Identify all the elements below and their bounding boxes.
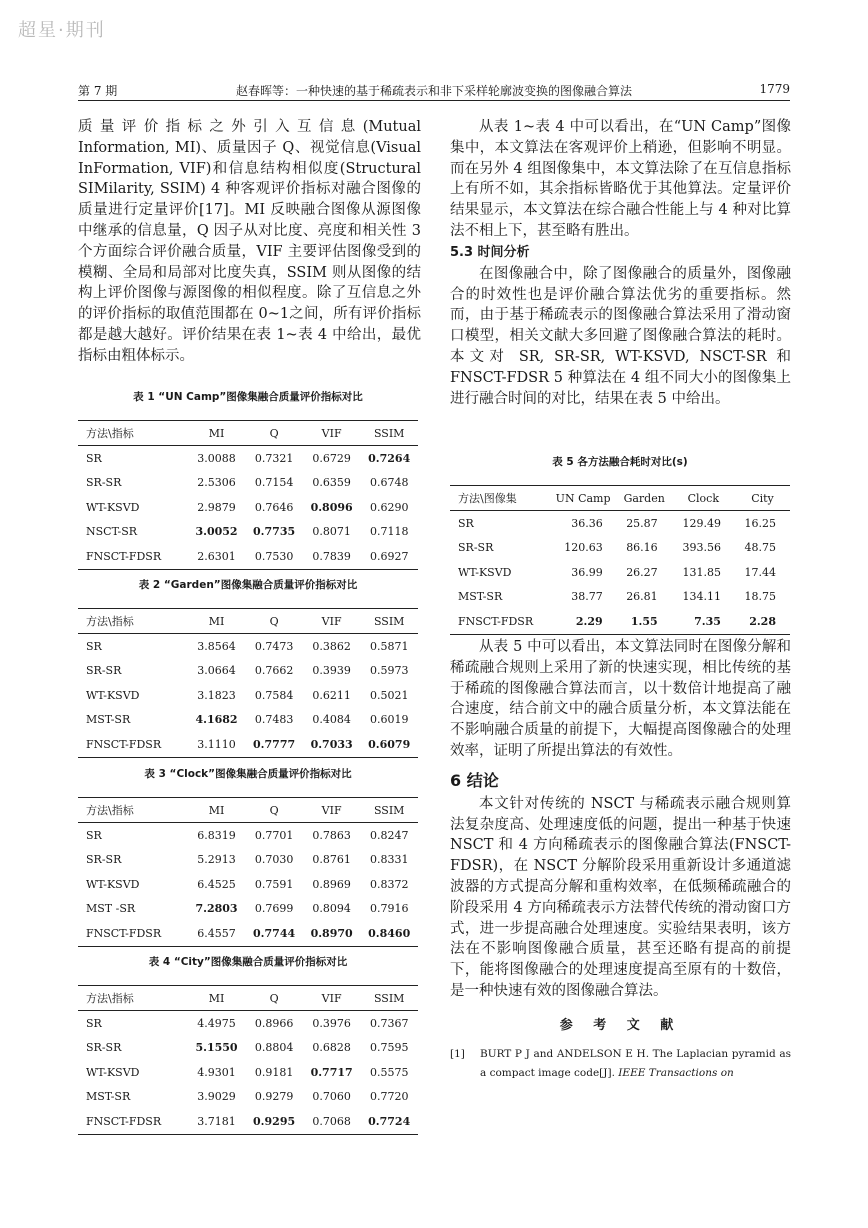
table-2 bbox=[78, 608, 418, 758]
table-cell: 0.7646 bbox=[254, 500, 294, 514]
table-cell: 2.6301 bbox=[188, 544, 246, 569]
table-cell: 0.6079 bbox=[360, 732, 418, 757]
table-cell: 0.7118 bbox=[369, 525, 409, 539]
table-cell: 0.9181 bbox=[254, 1065, 294, 1079]
table-cell: 0.6359 bbox=[312, 476, 351, 490]
table-header-cell: Clock bbox=[672, 486, 735, 511]
section-6-heading: 6 结论 bbox=[450, 770, 499, 790]
table-cell: 0.7701 bbox=[254, 828, 294, 842]
table-cell: 38.77 bbox=[571, 590, 603, 604]
table-row bbox=[78, 872, 418, 897]
table-header-cell: VIF bbox=[303, 609, 361, 634]
table-cell: WT-KSVD bbox=[86, 1065, 140, 1079]
table-cell: MST-SR bbox=[86, 713, 131, 727]
page-number: 1779 bbox=[759, 82, 790, 96]
table-cell: WT-KSVD bbox=[86, 877, 140, 891]
table-2-block bbox=[78, 577, 418, 758]
table-cell: FNSCT-FDSR bbox=[78, 544, 188, 569]
table-cell: 0.6729 bbox=[312, 451, 351, 465]
table-cell: 0.7483 bbox=[254, 713, 294, 727]
table-cell: 0.6748 bbox=[369, 476, 409, 490]
table-4 bbox=[78, 985, 418, 1135]
table-header-cell: MI bbox=[188, 986, 246, 1011]
table-cell: 0.4084 bbox=[312, 713, 351, 727]
table-cell: 0.5871 bbox=[369, 639, 409, 653]
reference-1-body bbox=[480, 1045, 791, 1083]
right-paragraph-3: 从表 5 中可以看出，本文算法同时在图像分解和稀疏融合规则上采用了新的快速实现，相比传统的基于稀疏的图像融合算法而言，以十数倍计地提高了融合速度，结合前文中的融合质量分析，本文算法能在不影响融合质量的前提下，大幅提高图像融合的处理效率，证明了所提出算法的有效性。 bbox=[450, 639, 791, 759]
table-cell: 0.7863 bbox=[312, 828, 351, 842]
table-cell: 17.44 bbox=[744, 565, 776, 579]
table-cell: 3.1823 bbox=[197, 688, 236, 702]
table-cell: NSCT-SR bbox=[86, 525, 138, 539]
right-paragraph-1: 从表 1~表 4 中可以看出，在“UN Camp”图像集中，本文算法在客观评价上稍逊，但影响不明显。而在另外 4 组图像集中，本文算法除了在互信息指标上有所不如，其余指标皆略优于其他算法。定量评价结果显示，本文算法在综合融合性能上与 4 种对比算法不相上下，甚至略有胜出。 bbox=[450, 119, 791, 239]
table-cell: MST-SR bbox=[458, 590, 503, 604]
running-title: 赵春晖等：一种快速的基于稀疏表示和非下采样轮廓波变换的图像融合算法 bbox=[235, 84, 632, 98]
issue-number: 第 7 期 bbox=[78, 84, 118, 98]
table-5-caption: 表 5 各方法融合耗时对比(s) bbox=[552, 456, 688, 468]
table-cell: 7.35 bbox=[672, 609, 735, 634]
table-cell: 6.4557 bbox=[188, 921, 246, 946]
table-header-cell: Q bbox=[245, 986, 303, 1011]
table-cell: 0.7916 bbox=[369, 902, 409, 916]
table-cell: 3.9029 bbox=[197, 1090, 236, 1104]
table-cell: FNSCT-FDSR bbox=[78, 732, 188, 757]
table-header-cell: SSIM bbox=[360, 609, 418, 634]
table-row bbox=[450, 585, 790, 610]
right-column-bottom bbox=[450, 637, 791, 1083]
table-5-block bbox=[450, 454, 790, 635]
watermark-logo: 超星·期刊 bbox=[18, 20, 106, 41]
table-cell: 0.5973 bbox=[369, 664, 409, 678]
table-row bbox=[78, 683, 418, 708]
table-cell: 4.4975 bbox=[197, 1016, 236, 1030]
table-cell: 0.6828 bbox=[312, 1041, 351, 1055]
table-cell: 7.2803 bbox=[195, 902, 238, 916]
table-cell: 0.7735 bbox=[253, 525, 296, 539]
table-cell: 0.8761 bbox=[312, 853, 351, 867]
table-row bbox=[78, 897, 418, 922]
table-cell: 0.7530 bbox=[245, 544, 303, 569]
table-cell: 25.87 bbox=[626, 516, 658, 530]
table-cell: 3.1110 bbox=[188, 732, 246, 757]
table-cell: 0.8969 bbox=[312, 877, 351, 891]
table-cell: 2.28 bbox=[735, 609, 790, 634]
table-cell: WT-KSVD bbox=[86, 500, 140, 514]
table-header-cell: Q bbox=[245, 609, 303, 634]
table-row bbox=[78, 446, 418, 471]
table-header-cell: SSIM bbox=[360, 798, 418, 823]
table-cell: 36.99 bbox=[571, 565, 603, 579]
table-cell: FNSCT-FDSR bbox=[78, 921, 188, 946]
table-cell: 2.9879 bbox=[197, 500, 236, 514]
table-cell: SR bbox=[458, 516, 474, 530]
table-row bbox=[450, 609, 790, 634]
table-row bbox=[78, 520, 418, 545]
table-cell: 86.16 bbox=[626, 541, 658, 555]
table-cell: 0.3939 bbox=[312, 664, 351, 678]
table-row bbox=[450, 560, 790, 585]
running-header bbox=[78, 80, 790, 101]
table-cell: 2.29 bbox=[549, 609, 616, 634]
table-cell: 0.7662 bbox=[254, 664, 294, 678]
table-cell: SR bbox=[86, 639, 102, 653]
table-header-cell: SSIM bbox=[360, 986, 418, 1011]
table-row bbox=[450, 511, 790, 536]
table-header-cell: Q bbox=[245, 798, 303, 823]
table-cell: SR-SR bbox=[86, 664, 122, 678]
table-header-cell: Garden bbox=[617, 486, 672, 511]
table-3-caption: 表 3 “Clock”图像集融合质量评价指标对比 bbox=[144, 768, 352, 780]
table-cell: 393.56 bbox=[682, 541, 721, 555]
table-3 bbox=[78, 797, 418, 947]
table-1-block bbox=[78, 389, 418, 570]
table-cell: SR-SR bbox=[86, 853, 122, 867]
table-cell: 0.7744 bbox=[245, 921, 303, 946]
table-cell: 0.8804 bbox=[254, 1041, 294, 1055]
table-header-cell: Q bbox=[245, 421, 303, 446]
table-4-caption: 表 4 “City”图像集融合质量评价指标对比 bbox=[148, 956, 348, 968]
table-cell: MST-SR bbox=[86, 1090, 131, 1104]
table-header-cell: MI bbox=[188, 609, 246, 634]
table-cell: 0.8094 bbox=[312, 902, 351, 916]
left-column bbox=[78, 117, 421, 367]
table-cell: 0.6290 bbox=[369, 500, 409, 514]
table-header-cell: VIF bbox=[303, 421, 361, 446]
table-2-caption: 表 2 “Garden”图像集融合质量评价指标对比 bbox=[138, 579, 358, 591]
table-header-cell: 方法\指标 bbox=[78, 798, 188, 823]
table-cell: SR-SR bbox=[86, 1041, 122, 1055]
table-row bbox=[78, 471, 418, 496]
table-cell: 0.6211 bbox=[312, 688, 351, 702]
table-cell: 0.7724 bbox=[360, 1109, 418, 1134]
table-cell: 0.7473 bbox=[254, 639, 294, 653]
reference-1 bbox=[450, 1045, 791, 1083]
table-row bbox=[78, 544, 418, 569]
table-cell: 0.7060 bbox=[312, 1090, 351, 1104]
table-cell: 48.75 bbox=[744, 541, 776, 555]
table-cell: 0.7154 bbox=[254, 476, 294, 490]
table-3-block bbox=[78, 766, 418, 947]
table-cell: 129.49 bbox=[682, 516, 721, 530]
left-paragraph: 质量评价指标之外引入互信息(Mutual Information, MI)、质量因子 Q、视觉信息(Visual InFormation, VIF)和信息结构相似度(Structural SIMilarity, SSIM) 4 种客观评价指标对融合图像的质量进行定量评价[17]。MI 反映融合图像从源图像中继承的信息量，Q 因子从对比度、亮度和相关性 3 个方面综合评价融合质量，VIF 主要评估图像受到的模糊、全局和局部对比度失真，SSIM 则从图像的结构上评价图像与源图像的相似程度。除了互信息之外的评价指标的取值范围都在 0~1之间，所有评价指标都是越大越好。评价结果在表 1~表 4 中给出，最优指标由粗体标示。 bbox=[78, 119, 421, 364]
table-cell: 4.1682 bbox=[195, 713, 238, 727]
table-cell: SR bbox=[86, 451, 102, 465]
table-header-cell: VIF bbox=[303, 986, 361, 1011]
table-cell: 0.7595 bbox=[369, 1041, 409, 1055]
right-paragraph-2: 在图像融合中，除了图像融合的质量外，图像融合的时效性也是评价融合算法优劣的重要指标。然而，由于基于稀疏表示的图像融合算法采用了滑动窗口模型，相关文献大多回避了图像融合算法的耗时。本文对 SR, SR-SR, WT-KSVD, NSCT-SR 和 FNSCT-FDSR 5 种算法在 4 组不同大小的图像集上进行融合时间的对比，结果在表 5 中给出。 bbox=[450, 265, 791, 407]
table-cell: 0.9295 bbox=[245, 1109, 303, 1134]
table-cell: 6.4525 bbox=[197, 877, 236, 891]
table-header-cell: MI bbox=[188, 798, 246, 823]
table-cell: 0.7068 bbox=[303, 1109, 361, 1134]
table-header-cell: 方法\图像集 bbox=[450, 486, 549, 511]
table-cell: WT-KSVD bbox=[86, 688, 140, 702]
table-row bbox=[78, 732, 418, 757]
table-cell: SR bbox=[86, 1016, 102, 1030]
table-cell: 5.1550 bbox=[195, 1041, 238, 1055]
table-row bbox=[78, 1060, 418, 1085]
table-cell: 0.7717 bbox=[310, 1065, 353, 1079]
table-cell: 2.5306 bbox=[197, 476, 236, 490]
table-cell: 0.7321 bbox=[254, 451, 294, 465]
table-cell: MST -SR bbox=[86, 902, 136, 916]
table-cell: 131.85 bbox=[682, 565, 721, 579]
table-row bbox=[78, 1085, 418, 1110]
table-header-cell: 方法\指标 bbox=[78, 421, 188, 446]
table-cell: 1.55 bbox=[617, 609, 672, 634]
table-cell: 18.75 bbox=[744, 590, 776, 604]
table-header-cell: SSIM bbox=[360, 421, 418, 446]
table-cell: 0.7264 bbox=[368, 451, 411, 465]
table-cell: 0.8096 bbox=[310, 500, 353, 514]
reference-1-journal: IEEE Transactions on bbox=[618, 1066, 734, 1079]
table-cell: 3.0052 bbox=[195, 525, 238, 539]
table-cell: 0.7367 bbox=[369, 1016, 409, 1030]
table-cell: 0.8247 bbox=[369, 828, 409, 842]
table-cell: 5.2913 bbox=[197, 853, 236, 867]
table-row bbox=[78, 659, 418, 684]
table-cell: SR-SR bbox=[86, 476, 122, 490]
table-cell: 134.11 bbox=[682, 590, 721, 604]
table-cell: 0.7777 bbox=[245, 732, 303, 757]
table-4-block bbox=[78, 954, 418, 1135]
table-cell: 0.8460 bbox=[360, 921, 418, 946]
reference-1-number: [1] bbox=[450, 1047, 465, 1060]
table-cell: 0.7033 bbox=[303, 732, 361, 757]
table-cell: SR-SR bbox=[458, 541, 494, 555]
table-cell: 0.7030 bbox=[254, 853, 294, 867]
table-header-cell: 方法\指标 bbox=[78, 986, 188, 1011]
table-cell: 0.7591 bbox=[254, 877, 294, 891]
table-header-cell: VIF bbox=[303, 798, 361, 823]
table-cell: 0.6927 bbox=[360, 544, 418, 569]
table-header-cell: MI bbox=[188, 421, 246, 446]
table-cell: 0.9279 bbox=[254, 1090, 294, 1104]
table-cell: 0.8331 bbox=[369, 853, 409, 867]
table-row bbox=[450, 536, 790, 561]
table-cell: 26.27 bbox=[626, 565, 658, 579]
table-row bbox=[78, 823, 418, 848]
table-5 bbox=[450, 485, 790, 635]
table-cell: 0.7584 bbox=[254, 688, 294, 702]
table-cell: 16.25 bbox=[744, 516, 776, 530]
table-row bbox=[78, 1011, 418, 1036]
table-cell: 0.7699 bbox=[254, 902, 294, 916]
table-cell: FNSCT-FDSR bbox=[450, 609, 549, 634]
table-row bbox=[78, 1036, 418, 1061]
table-cell: 6.8319 bbox=[197, 828, 236, 842]
table-cell: 36.36 bbox=[571, 516, 603, 530]
table-cell: SR bbox=[86, 828, 102, 842]
table-cell: 3.0664 bbox=[197, 664, 236, 678]
table-cell: 26.81 bbox=[626, 590, 658, 604]
table-cell: 3.8564 bbox=[197, 639, 236, 653]
table-cell: 0.7839 bbox=[303, 544, 361, 569]
table-cell: FNSCT-FDSR bbox=[78, 1109, 188, 1134]
table-cell: 0.8970 bbox=[303, 921, 361, 946]
table-row bbox=[78, 1109, 418, 1134]
table-1 bbox=[78, 420, 418, 570]
table-cell: 0.8966 bbox=[254, 1016, 294, 1030]
table-header-cell: City bbox=[735, 486, 790, 511]
table-cell: WT-KSVD bbox=[458, 565, 512, 579]
table-cell: 0.5575 bbox=[369, 1065, 409, 1079]
table-cell: 4.9301 bbox=[197, 1065, 236, 1079]
table-row bbox=[78, 708, 418, 733]
right-paragraph-4: 本文针对传统的 NSCT 与稀疏表示融合规则算法复杂度高、处理速度低的问题，提出一种基于快速 NSCT 和 4 方向稀疏表示的图像融合算法(FNSCT-FDSR)，在 NSCT 分解阶段采用重新设计多通道滤波器的方式提高分解和重构效率，在低频稀疏融合的阶段采用 4 方向稀疏表示方法替代传统的滑动窗口方式，进一步提高融合处理速度。实验结果表明，该方法在不影响图像融合质量，甚至还略有提高的前提下，能将图像融合的处理速度提高至原有的十数倍，是一种快速有效的图像融合算法。 bbox=[450, 795, 791, 999]
table-row bbox=[78, 634, 418, 659]
table-row bbox=[78, 921, 418, 946]
table-1-caption: 表 1 “UN Camp”图像集融合质量评价指标对比 bbox=[133, 391, 363, 403]
table-row bbox=[78, 848, 418, 873]
table-cell: 0.5021 bbox=[369, 688, 409, 702]
table-cell: 0.3862 bbox=[312, 639, 351, 653]
table-cell: 0.8071 bbox=[312, 525, 351, 539]
table-cell: 0.6019 bbox=[369, 713, 409, 727]
reference-1-text: BURT P J and ANDELSON E H. The Laplacian pyramid as a compact image code[J]. bbox=[480, 1047, 791, 1079]
right-column-top bbox=[450, 117, 791, 409]
table-cell: 3.7181 bbox=[188, 1109, 246, 1134]
references-heading: 参 考 文 献 bbox=[559, 1017, 682, 1033]
table-row bbox=[78, 495, 418, 520]
table-cell: 120.63 bbox=[564, 541, 603, 555]
table-header-cell: 方法\指标 bbox=[78, 609, 188, 634]
table-cell: 3.0088 bbox=[197, 451, 236, 465]
table-cell: 0.3976 bbox=[312, 1016, 351, 1030]
table-header-cell: UN Camp bbox=[549, 486, 616, 511]
table-cell: 0.7720 bbox=[369, 1090, 409, 1104]
table-cell: 0.8372 bbox=[369, 877, 409, 891]
section-5-3-heading: 5.3 时间分析 bbox=[450, 244, 530, 260]
